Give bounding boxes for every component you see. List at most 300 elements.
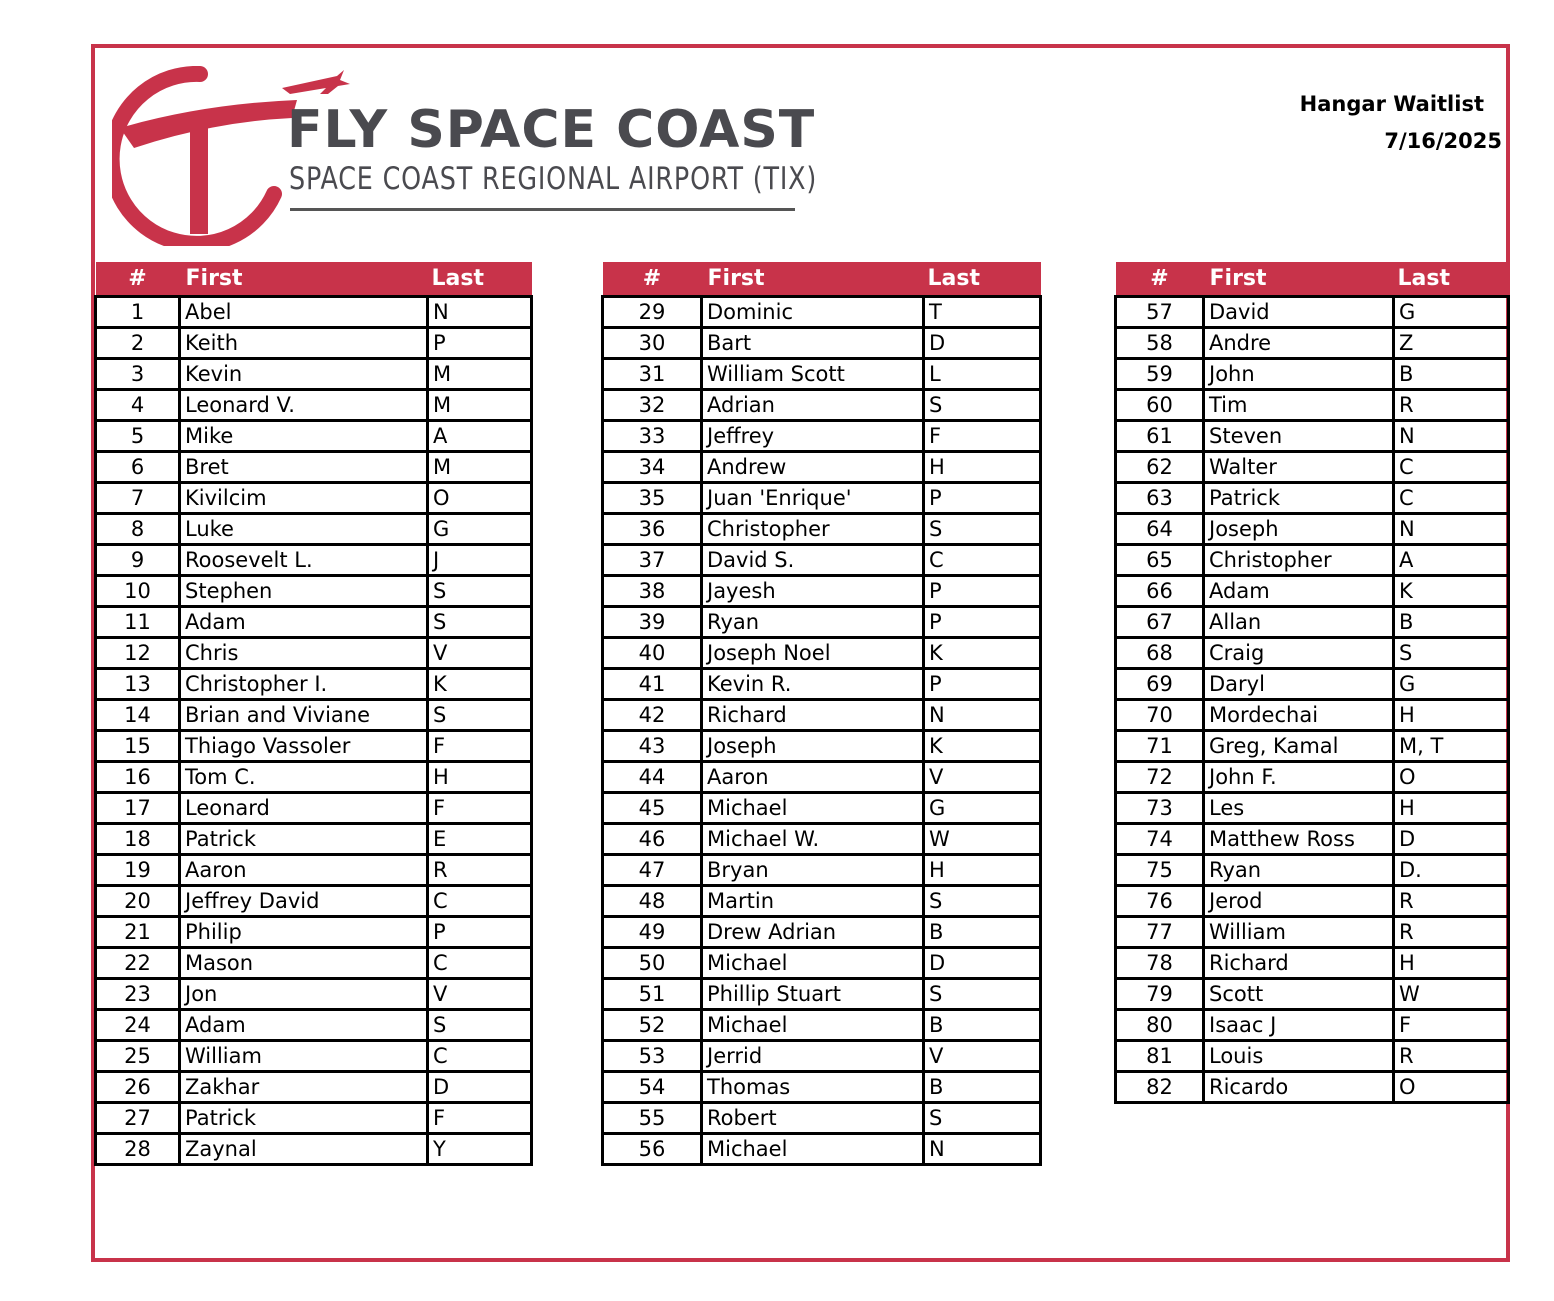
row-number: 28 bbox=[96, 1134, 180, 1165]
last-initial: H bbox=[924, 855, 1041, 886]
row-number: 2 bbox=[96, 328, 180, 359]
table-row bbox=[603, 421, 1041, 452]
table-row bbox=[1116, 607, 1509, 638]
first-name: Aaron bbox=[180, 855, 428, 886]
table-row bbox=[603, 390, 1041, 421]
first-name: Greg, Kamal bbox=[1204, 731, 1394, 762]
row-number: 76 bbox=[1116, 886, 1204, 917]
first-name: Joseph bbox=[702, 731, 924, 762]
row-number: 47 bbox=[603, 855, 702, 886]
row-number: 49 bbox=[603, 917, 702, 948]
last-initial: S bbox=[924, 514, 1041, 545]
row-number: 1 bbox=[96, 297, 180, 328]
last-initial: B bbox=[1394, 607, 1509, 638]
table-row bbox=[96, 731, 532, 762]
first-name: Andrew bbox=[702, 452, 924, 483]
first-name: Adrian bbox=[702, 390, 924, 421]
table-row bbox=[603, 886, 1041, 917]
row-number: 13 bbox=[96, 669, 180, 700]
last-initial: P bbox=[924, 607, 1041, 638]
last-initial: F bbox=[428, 731, 532, 762]
table-row bbox=[96, 359, 532, 390]
last-initial: N bbox=[1394, 421, 1509, 452]
first-name: Isaac J bbox=[1204, 1010, 1394, 1041]
table-row bbox=[603, 948, 1041, 979]
last-initial: Z bbox=[1394, 328, 1509, 359]
table-row bbox=[1116, 793, 1509, 824]
first-name: Jerod bbox=[1204, 886, 1394, 917]
last-initial: W bbox=[924, 824, 1041, 855]
row-number: 38 bbox=[603, 576, 702, 607]
row-number: 54 bbox=[603, 1072, 702, 1103]
last-initial: S bbox=[428, 576, 532, 607]
table-header-row bbox=[96, 262, 532, 297]
waitlist-table-2 bbox=[601, 262, 1042, 1166]
table-row bbox=[603, 452, 1041, 483]
row-number: 70 bbox=[1116, 700, 1204, 731]
last-initial: A bbox=[1394, 545, 1509, 576]
last-initial: F bbox=[428, 1103, 532, 1134]
table-row bbox=[96, 421, 532, 452]
row-number: 61 bbox=[1116, 421, 1204, 452]
last-initial: P bbox=[924, 576, 1041, 607]
table-row bbox=[96, 483, 532, 514]
table-row bbox=[96, 1072, 532, 1103]
last-initial: D. bbox=[1394, 855, 1509, 886]
last-initial: K bbox=[924, 731, 1041, 762]
table-row bbox=[1116, 452, 1509, 483]
row-number: 14 bbox=[96, 700, 180, 731]
last-initial: F bbox=[428, 793, 532, 824]
table-row bbox=[603, 576, 1041, 607]
row-number: 44 bbox=[603, 762, 702, 793]
last-initial: R bbox=[1394, 886, 1509, 917]
table-row bbox=[1116, 762, 1509, 793]
row-number: 62 bbox=[1116, 452, 1204, 483]
table-row bbox=[96, 545, 532, 576]
first-name: Joseph Noel bbox=[702, 638, 924, 669]
row-number: 11 bbox=[96, 607, 180, 638]
table-row bbox=[603, 483, 1041, 514]
first-name: Philip bbox=[180, 917, 428, 948]
row-number: 42 bbox=[603, 700, 702, 731]
last-initial: N bbox=[924, 1134, 1041, 1165]
last-initial: C bbox=[428, 948, 532, 979]
table-row bbox=[603, 514, 1041, 545]
row-number: 65 bbox=[1116, 545, 1204, 576]
last-initial: Y bbox=[428, 1134, 532, 1165]
row-number: 66 bbox=[1116, 576, 1204, 607]
last-initial: S bbox=[924, 979, 1041, 1010]
row-number: 39 bbox=[603, 607, 702, 638]
last-initial: P bbox=[924, 483, 1041, 514]
last-initial: H bbox=[1394, 948, 1509, 979]
last-initial: V bbox=[924, 1041, 1041, 1072]
row-number: 16 bbox=[96, 762, 180, 793]
table-row bbox=[603, 1134, 1041, 1165]
last-initial: W bbox=[1394, 979, 1509, 1010]
first-name: John F. bbox=[1204, 762, 1394, 793]
row-number: 75 bbox=[1116, 855, 1204, 886]
first-name: Ricardo bbox=[1204, 1072, 1394, 1103]
table-row bbox=[1116, 979, 1509, 1010]
last-initial: C bbox=[1394, 483, 1509, 514]
first-name: David S. bbox=[702, 545, 924, 576]
row-number: 3 bbox=[96, 359, 180, 390]
table-row bbox=[603, 917, 1041, 948]
last-initial: S bbox=[924, 390, 1041, 421]
last-initial: K bbox=[428, 669, 532, 700]
brand-underline bbox=[290, 208, 795, 211]
last-initial: H bbox=[924, 452, 1041, 483]
table-row bbox=[96, 390, 532, 421]
row-number: 80 bbox=[1116, 1010, 1204, 1041]
first-name: Robert bbox=[702, 1103, 924, 1134]
last-initial: S bbox=[428, 607, 532, 638]
row-number: 17 bbox=[96, 793, 180, 824]
last-initial: B bbox=[924, 1010, 1041, 1041]
col-header-first: First bbox=[702, 262, 924, 297]
last-initial: K bbox=[1394, 576, 1509, 607]
table-row bbox=[1116, 638, 1509, 669]
table-row bbox=[1116, 824, 1509, 855]
first-name: Tom C. bbox=[180, 762, 428, 793]
last-initial: G bbox=[924, 793, 1041, 824]
first-name: Michael bbox=[702, 948, 924, 979]
document-title: Hangar Waitlist bbox=[1299, 92, 1484, 116]
row-number: 40 bbox=[603, 638, 702, 669]
table-row bbox=[1116, 1041, 1509, 1072]
row-number: 35 bbox=[603, 483, 702, 514]
first-name: Aaron bbox=[702, 762, 924, 793]
table-row bbox=[603, 669, 1041, 700]
first-name: Adam bbox=[180, 607, 428, 638]
row-number: 43 bbox=[603, 731, 702, 762]
row-number: 27 bbox=[96, 1103, 180, 1134]
table-row bbox=[603, 638, 1041, 669]
row-number: 60 bbox=[1116, 390, 1204, 421]
first-name: Michael W. bbox=[702, 824, 924, 855]
first-name: Ryan bbox=[1204, 855, 1394, 886]
first-name: William Scott bbox=[702, 359, 924, 390]
row-number: 10 bbox=[96, 576, 180, 607]
row-number: 18 bbox=[96, 824, 180, 855]
table-row bbox=[96, 638, 532, 669]
row-number: 30 bbox=[603, 328, 702, 359]
first-name: Kivilcim bbox=[180, 483, 428, 514]
first-name: Walter bbox=[1204, 452, 1394, 483]
first-name: Mordechai bbox=[1204, 700, 1394, 731]
table-row bbox=[96, 824, 532, 855]
col-header-first: First bbox=[1204, 262, 1394, 297]
waitlist-table-3 bbox=[1114, 262, 1510, 1104]
table-row bbox=[96, 1103, 532, 1134]
first-name: Bart bbox=[702, 328, 924, 359]
last-initial: S bbox=[1394, 638, 1509, 669]
first-name: Richard bbox=[702, 700, 924, 731]
first-name: Christopher bbox=[1204, 545, 1394, 576]
row-number: 9 bbox=[96, 545, 180, 576]
table-row bbox=[96, 948, 532, 979]
table-row bbox=[96, 669, 532, 700]
row-number: 79 bbox=[1116, 979, 1204, 1010]
last-initial: L bbox=[924, 359, 1041, 390]
table-row bbox=[603, 1103, 1041, 1134]
table-row bbox=[1116, 328, 1509, 359]
waitlist-table-1 bbox=[94, 262, 533, 1166]
table-row bbox=[96, 1010, 532, 1041]
table-row bbox=[603, 1072, 1041, 1103]
first-name: Adam bbox=[180, 1010, 428, 1041]
row-number: 21 bbox=[96, 917, 180, 948]
row-number: 23 bbox=[96, 979, 180, 1010]
last-initial: B bbox=[924, 1072, 1041, 1103]
row-number: 72 bbox=[1116, 762, 1204, 793]
first-name: Kevin R. bbox=[702, 669, 924, 700]
row-number: 20 bbox=[96, 886, 180, 917]
first-name: Daryl bbox=[1204, 669, 1394, 700]
first-name: Martin bbox=[702, 886, 924, 917]
first-name: Zaynal bbox=[180, 1134, 428, 1165]
first-name: Chris bbox=[180, 638, 428, 669]
row-number: 15 bbox=[96, 731, 180, 762]
last-initial: D bbox=[428, 1072, 532, 1103]
table-row bbox=[1116, 917, 1509, 948]
last-initial: S bbox=[924, 1103, 1041, 1134]
table-row bbox=[1116, 297, 1509, 328]
table-row bbox=[603, 793, 1041, 824]
table-row bbox=[1116, 948, 1509, 979]
last-initial: R bbox=[1394, 390, 1509, 421]
table-row bbox=[1116, 483, 1509, 514]
last-initial: K bbox=[924, 638, 1041, 669]
first-name: Drew Adrian bbox=[702, 917, 924, 948]
first-name: Zakhar bbox=[180, 1072, 428, 1103]
last-initial: S bbox=[924, 886, 1041, 917]
last-initial: S bbox=[428, 1010, 532, 1041]
table-row bbox=[96, 793, 532, 824]
table-row bbox=[603, 545, 1041, 576]
row-number: 74 bbox=[1116, 824, 1204, 855]
last-initial: B bbox=[924, 917, 1041, 948]
table-row bbox=[1116, 545, 1509, 576]
last-initial: R bbox=[428, 855, 532, 886]
row-number: 41 bbox=[603, 669, 702, 700]
first-name: Michael bbox=[702, 1134, 924, 1165]
table-row bbox=[603, 855, 1041, 886]
table-header-row bbox=[1116, 262, 1509, 297]
table-row bbox=[96, 979, 532, 1010]
row-number: 69 bbox=[1116, 669, 1204, 700]
row-number: 82 bbox=[1116, 1072, 1204, 1103]
last-initial: O bbox=[1394, 1072, 1509, 1103]
row-number: 68 bbox=[1116, 638, 1204, 669]
first-name: Allan bbox=[1204, 607, 1394, 638]
table-row bbox=[96, 700, 532, 731]
last-initial: J bbox=[428, 545, 532, 576]
first-name: Jeffrey bbox=[702, 421, 924, 452]
table-row bbox=[1116, 390, 1509, 421]
first-name: Thiago Vassoler bbox=[180, 731, 428, 762]
last-initial: T bbox=[924, 297, 1041, 328]
first-name: Ryan bbox=[702, 607, 924, 638]
table-row bbox=[96, 1041, 532, 1072]
col-header-last: Last bbox=[428, 262, 532, 297]
last-initial: S bbox=[428, 700, 532, 731]
last-initial: D bbox=[1394, 824, 1509, 855]
row-number: 34 bbox=[603, 452, 702, 483]
table-row bbox=[603, 731, 1041, 762]
table-row bbox=[603, 328, 1041, 359]
table-row bbox=[96, 886, 532, 917]
col-header-number: # bbox=[603, 262, 702, 297]
table-row bbox=[603, 1041, 1041, 1072]
table-header-row bbox=[603, 262, 1041, 297]
row-number: 78 bbox=[1116, 948, 1204, 979]
table-row bbox=[603, 700, 1041, 731]
row-number: 24 bbox=[96, 1010, 180, 1041]
first-name: Christopher I. bbox=[180, 669, 428, 700]
first-name: Michael bbox=[702, 1010, 924, 1041]
col-header-last: Last bbox=[1394, 262, 1509, 297]
first-name: David bbox=[1204, 297, 1394, 328]
row-number: 51 bbox=[603, 979, 702, 1010]
row-number: 58 bbox=[1116, 328, 1204, 359]
row-number: 25 bbox=[96, 1041, 180, 1072]
col-header-last: Last bbox=[924, 262, 1041, 297]
table-row bbox=[1116, 731, 1509, 762]
first-name: Patrick bbox=[180, 1103, 428, 1134]
first-name: Louis bbox=[1204, 1041, 1394, 1072]
row-number: 32 bbox=[603, 390, 702, 421]
first-name: Patrick bbox=[1204, 483, 1394, 514]
last-initial: R bbox=[1394, 1041, 1509, 1072]
first-name: Adam bbox=[1204, 576, 1394, 607]
table-row bbox=[96, 1134, 532, 1165]
last-initial: N bbox=[428, 297, 532, 328]
last-initial: N bbox=[924, 700, 1041, 731]
row-number: 45 bbox=[603, 793, 702, 824]
last-initial: F bbox=[924, 421, 1041, 452]
table-row bbox=[1116, 855, 1509, 886]
row-number: 33 bbox=[603, 421, 702, 452]
last-initial: D bbox=[924, 948, 1041, 979]
first-name: Craig bbox=[1204, 638, 1394, 669]
first-name: Richard bbox=[1204, 948, 1394, 979]
col-header-number: # bbox=[1116, 262, 1204, 297]
table-row bbox=[96, 452, 532, 483]
last-initial: P bbox=[924, 669, 1041, 700]
first-name: Christopher bbox=[702, 514, 924, 545]
last-initial: C bbox=[1394, 452, 1509, 483]
first-name: Jerrid bbox=[702, 1041, 924, 1072]
col-header-number: # bbox=[96, 262, 180, 297]
first-name: Phillip Stuart bbox=[702, 979, 924, 1010]
first-name: Mike bbox=[180, 421, 428, 452]
first-name: Leonard bbox=[180, 793, 428, 824]
row-number: 46 bbox=[603, 824, 702, 855]
last-initial: O bbox=[428, 483, 532, 514]
first-name: Mason bbox=[180, 948, 428, 979]
row-number: 63 bbox=[1116, 483, 1204, 514]
row-number: 5 bbox=[96, 421, 180, 452]
row-number: 71 bbox=[1116, 731, 1204, 762]
row-number: 64 bbox=[1116, 514, 1204, 545]
last-initial: A bbox=[428, 421, 532, 452]
row-number: 36 bbox=[603, 514, 702, 545]
table-row bbox=[603, 979, 1041, 1010]
table-row bbox=[96, 855, 532, 886]
table-row bbox=[1116, 576, 1509, 607]
first-name: Tim bbox=[1204, 390, 1394, 421]
first-name: Bryan bbox=[702, 855, 924, 886]
first-name: Thomas bbox=[702, 1072, 924, 1103]
last-initial: F bbox=[1394, 1010, 1509, 1041]
last-initial: R bbox=[1394, 917, 1509, 948]
last-initial: G bbox=[1394, 669, 1509, 700]
document-date: 7/16/2025 bbox=[1384, 129, 1502, 153]
row-number: 31 bbox=[603, 359, 702, 390]
table-row bbox=[603, 824, 1041, 855]
last-initial: C bbox=[428, 886, 532, 917]
table-row bbox=[603, 297, 1041, 328]
last-initial: M, T bbox=[1394, 731, 1509, 762]
table-row bbox=[96, 762, 532, 793]
row-number: 4 bbox=[96, 390, 180, 421]
last-initial: M bbox=[428, 390, 532, 421]
row-number: 50 bbox=[603, 948, 702, 979]
last-initial: P bbox=[428, 328, 532, 359]
row-number: 57 bbox=[1116, 297, 1204, 328]
first-name: Leonard V. bbox=[180, 390, 428, 421]
row-number: 48 bbox=[603, 886, 702, 917]
last-initial: G bbox=[428, 514, 532, 545]
first-name: Matthew Ross bbox=[1204, 824, 1394, 855]
first-name: Stephen bbox=[180, 576, 428, 607]
first-name: Bret bbox=[180, 452, 428, 483]
row-number: 37 bbox=[603, 545, 702, 576]
first-name: Jon bbox=[180, 979, 428, 1010]
first-name: Brian and Viviane bbox=[180, 700, 428, 731]
brand-subtitle: SPACE COAST REGIONAL AIRPORT (TIX) bbox=[289, 161, 818, 197]
last-initial: C bbox=[924, 545, 1041, 576]
last-initial: V bbox=[428, 638, 532, 669]
table-row bbox=[603, 762, 1041, 793]
first-name: Joseph bbox=[1204, 514, 1394, 545]
row-number: 26 bbox=[96, 1072, 180, 1103]
first-name: John bbox=[1204, 359, 1394, 390]
row-number: 81 bbox=[1116, 1041, 1204, 1072]
first-name: William bbox=[1204, 917, 1394, 948]
table-row bbox=[96, 297, 532, 328]
last-initial: H bbox=[428, 762, 532, 793]
row-number: 59 bbox=[1116, 359, 1204, 390]
row-number: 55 bbox=[603, 1103, 702, 1134]
first-name: Abel bbox=[180, 297, 428, 328]
row-number: 67 bbox=[1116, 607, 1204, 638]
table-row bbox=[1116, 886, 1509, 917]
row-number: 6 bbox=[96, 452, 180, 483]
table-row bbox=[1116, 700, 1509, 731]
row-number: 53 bbox=[603, 1041, 702, 1072]
row-number: 56 bbox=[603, 1134, 702, 1165]
last-initial: H bbox=[1394, 700, 1509, 731]
table-row bbox=[96, 514, 532, 545]
col-header-first: First bbox=[180, 262, 428, 297]
table-row bbox=[1116, 421, 1509, 452]
table-row bbox=[96, 576, 532, 607]
table-row bbox=[1116, 1010, 1509, 1041]
